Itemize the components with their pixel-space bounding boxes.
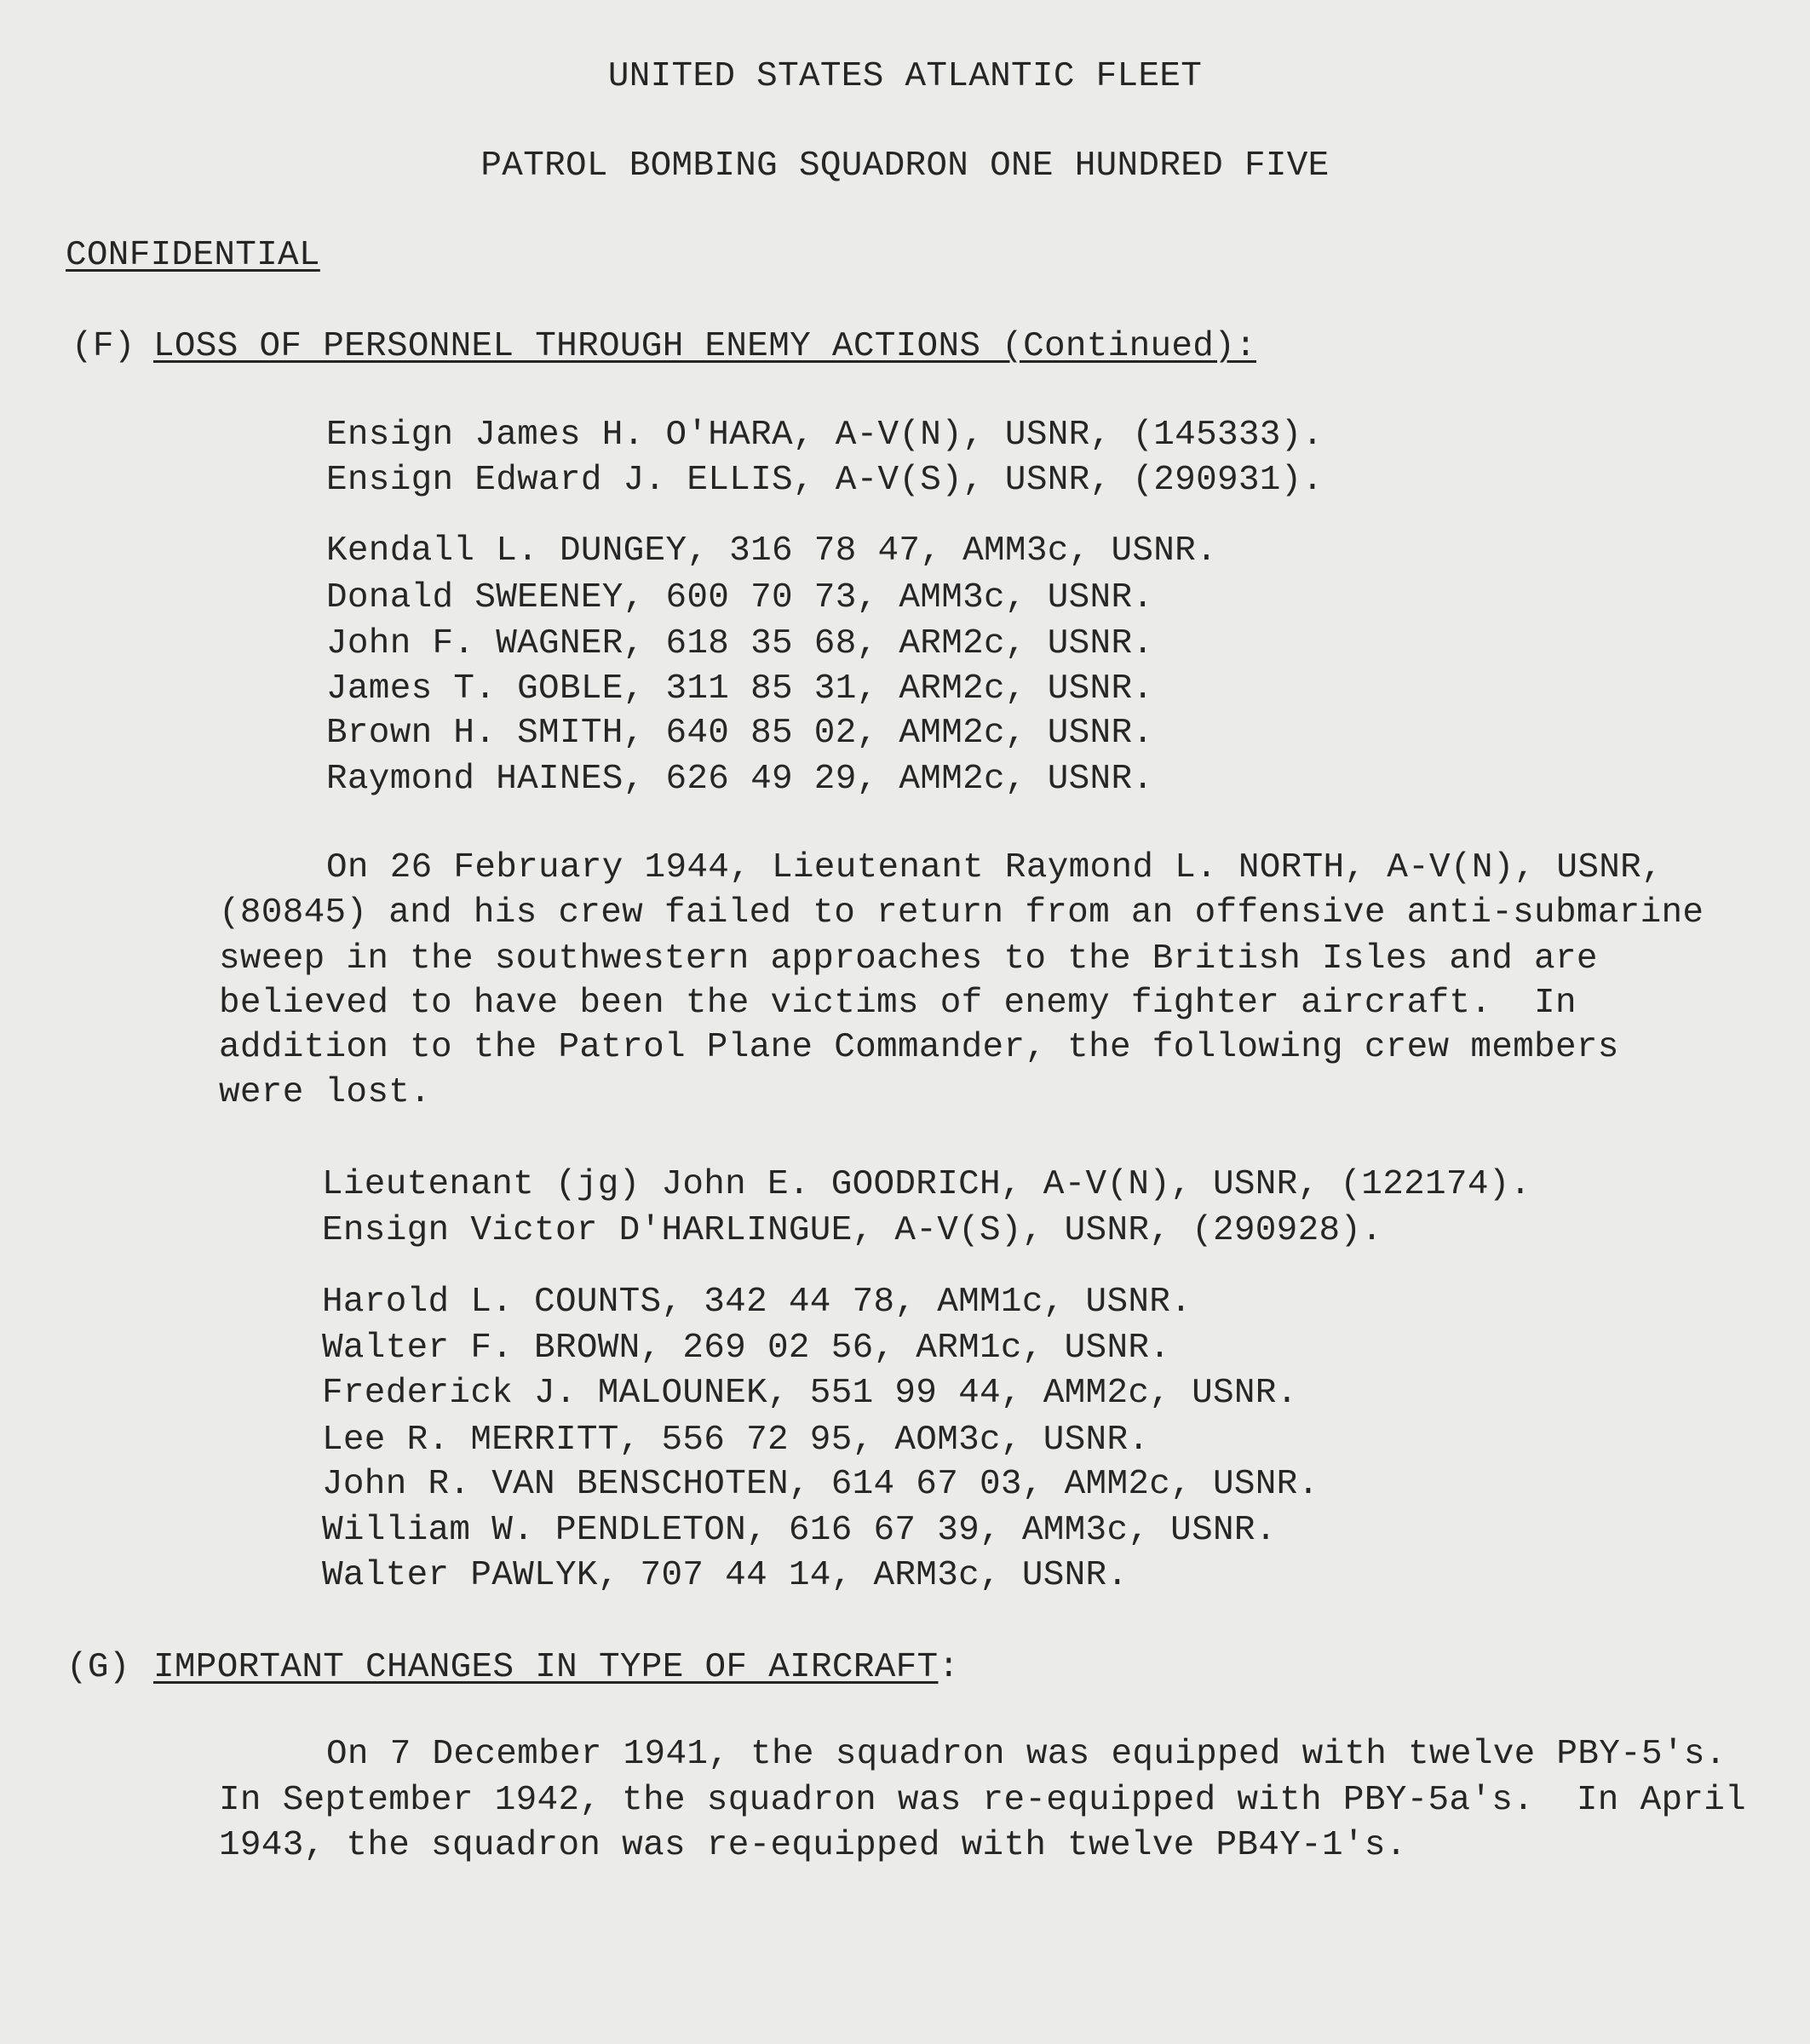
officer-line: Lieutenant (jg) John E. GOODRICH, A-V(N), USNR, (122174). <box>322 1165 1531 1204</box>
crew-line: Lee R. MERRITT, 556 72 95, AOM3c, USNR. <box>322 1421 1150 1460</box>
paragraph-line: sweep in the southwestern approaches to the British Isles and are <box>219 939 1598 979</box>
paragraph-line: 1943, the squadron was re-equipped with twelve PB4Y-1's. <box>219 1826 1407 1865</box>
classification-label: CONFIDENTIAL <box>66 236 320 275</box>
crew-line: Walter F. BROWN, 269 02 56, ARM1c, USNR. <box>322 1329 1171 1368</box>
section-g-colon: : <box>938 1648 960 1687</box>
section-f-title: LOSS OF PERSONNEL THROUGH ENEMY ACTIONS (Continued): <box>153 327 1257 366</box>
paragraph-line: (80845) and his crew failed to return from an offensive anti-submarine <box>219 893 1704 933</box>
section-g-title: IMPORTANT CHANGES IN TYPE OF AIRCRAFT <box>153 1648 939 1687</box>
paragraph-line: were lost. <box>219 1073 432 1112</box>
officer-line: Ensign James H. O'HARA, A-V(N), USNR, (145333). <box>326 416 1324 455</box>
section-f-label: (F) <box>72 327 135 366</box>
crew-line: James T. GOBLE, 311 85 31, ARM2c, USNR. <box>326 669 1154 709</box>
crew-line: John F. WAGNER, 618 35 68, ARM2c, USNR. <box>326 624 1154 663</box>
paragraph-line: On 26 February 1944, Lieutenant Raymond L. NORTH, A-V(N), USNR, <box>326 848 1663 887</box>
crew-line: Frederick J. MALOUNEK, 551 99 44, AMM2c, USNR. <box>322 1374 1298 1413</box>
paragraph-line: In September 1942, the squadron was re-equipped with PBY-5a's. In April <box>219 1781 1747 1820</box>
crew-line: William W. PENDLETON, 616 67 39, AMM3c, USNR. <box>322 1511 1277 1550</box>
crew-line: Walter PAWLYK, 707 44 14, ARM3c, USNR. <box>322 1556 1129 1595</box>
section-g-label: (G) <box>66 1648 130 1687</box>
paragraph-line: addition to the Patrol Plane Commander, the following crew members <box>219 1028 1619 1067</box>
paragraph-line: On 7 December 1941, the squadron was equipped with twelve PBY-5's. <box>326 1735 1727 1774</box>
squadron-heading: PATROL BOMBING SQUADRON ONE HUNDRED FIVE <box>480 146 1330 186</box>
officer-line: Ensign Edward J. ELLIS, A-V(S), USNR, (290931). <box>326 461 1324 500</box>
crew-line: Raymond HAINES, 626 49 29, AMM2c, USNR. <box>326 760 1154 799</box>
crew-line: Donald SWEENEY, 600 70 73, AMM3c, USNR. <box>326 578 1154 617</box>
officer-line: Ensign Victor D'HARLINGUE, A-V(S), USNR, (290928). <box>322 1211 1383 1250</box>
crew-line: Brown H. SMITH, 640 85 02, AMM2c, USNR. <box>326 714 1154 753</box>
fleet-heading: UNITED STATES ATLANTIC FLEET <box>607 57 1203 96</box>
crew-line: John R. VAN BENSCHOTEN, 614 67 03, AMM2c, USNR. <box>322 1465 1319 1504</box>
crew-line: Kendall L. DUNGEY, 316 78 47, AMM3c, USNR. <box>326 531 1217 571</box>
paragraph-line: believed to have been the victims of enemy fighter aircraft. In <box>219 984 1577 1023</box>
crew-line: Harold L. COUNTS, 342 44 78, AMM1c, USNR. <box>322 1283 1192 1322</box>
